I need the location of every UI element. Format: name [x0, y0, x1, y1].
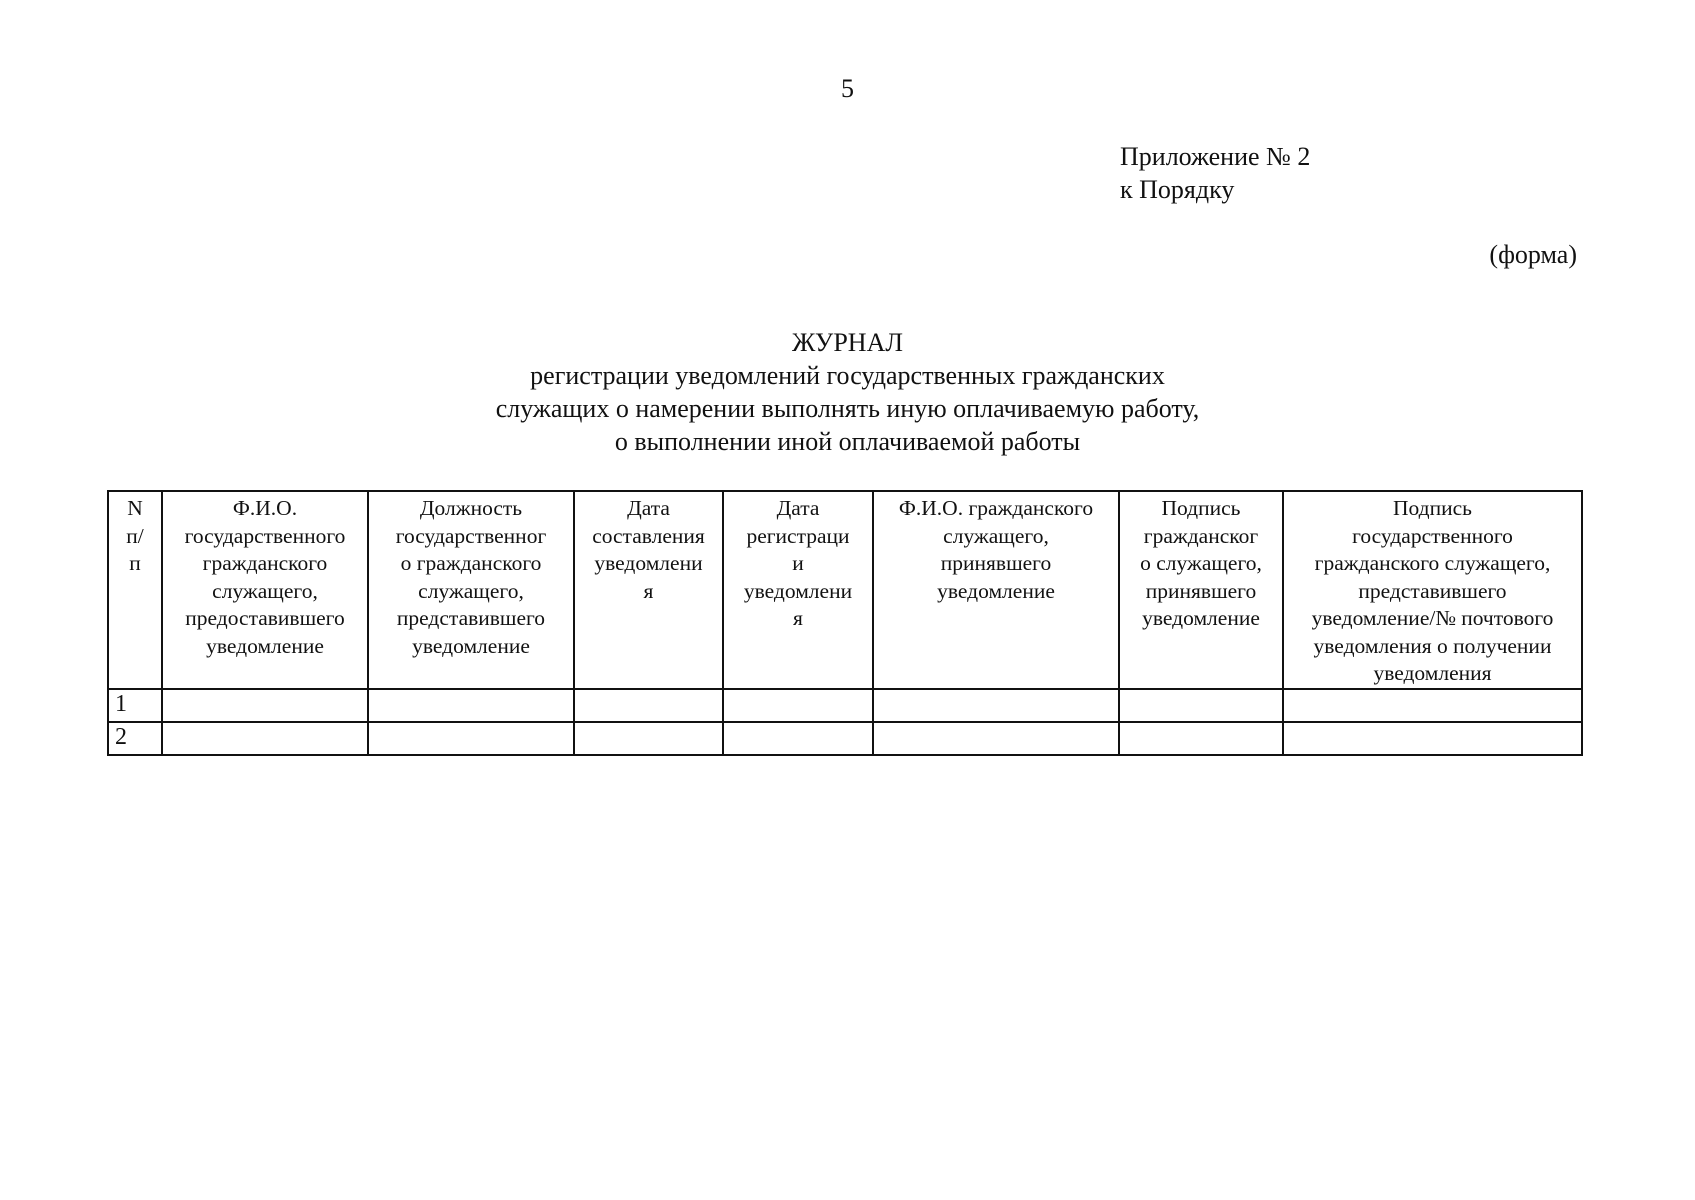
document-title — [0, 326, 1695, 458]
table-row — [108, 689, 1582, 722]
appendix-reference — [1120, 140, 1310, 206]
table-cell — [368, 722, 574, 755]
table-cell — [574, 722, 723, 755]
table-cell — [1119, 722, 1283, 755]
table-cell — [368, 689, 574, 722]
journal-table — [107, 490, 1583, 756]
table-cell — [723, 689, 873, 722]
table-cell — [574, 689, 723, 722]
table-row — [108, 722, 1582, 755]
title-line-2: служащих о намерении выполнять иную оплачиваемую работу, — [495, 394, 1200, 423]
table-cell-number: 2 — [108, 722, 162, 755]
table-cell — [723, 722, 873, 755]
table-cell — [162, 689, 368, 722]
title-heading: ЖУРНАЛ — [792, 328, 903, 357]
appendix-line-2: к Порядку — [1120, 175, 1235, 204]
header-submitter-signature: Подпись государственного гражданского служащего, представившего уведомление/№ почтового уведомления о получении уведомления — [1283, 491, 1582, 689]
page-number: 5 — [841, 74, 854, 103]
header-registration-date: Дата регистраци и уведомлени я — [723, 491, 873, 689]
header-receiver-signature: Подпись гражданског о служащего, принявшего уведомление — [1119, 491, 1283, 689]
header-submitter-name: Ф.И.О. государственного гражданского служащего, предоставившего уведомление — [162, 491, 368, 689]
header-notice-date: Дата составления уведомлени я — [574, 491, 723, 689]
table-cell — [162, 722, 368, 755]
table-cell-number: 1 — [108, 689, 162, 722]
table-cell — [1283, 722, 1582, 755]
appendix-line-1: Приложение № 2 — [1120, 142, 1311, 171]
title-line-3: о выполнении иной оплачиваемой работы — [614, 427, 1081, 456]
table-cell — [873, 722, 1119, 755]
form-mark: (форма) — [1489, 240, 1577, 269]
title-line-1: регистрации уведомлений государственных гражданских — [530, 361, 1165, 390]
table-cell — [1283, 689, 1582, 722]
table-cell — [873, 689, 1119, 722]
header-number: N п/ п — [108, 491, 162, 689]
header-submitter-position: Должность государственног о гражданского служащего, представившего уведомление — [368, 491, 574, 689]
table-cell — [1119, 689, 1283, 722]
header-row — [108, 491, 1582, 689]
header-receiver-name: Ф.И.О. гражданского служащего, принявшего уведомление — [873, 491, 1119, 689]
